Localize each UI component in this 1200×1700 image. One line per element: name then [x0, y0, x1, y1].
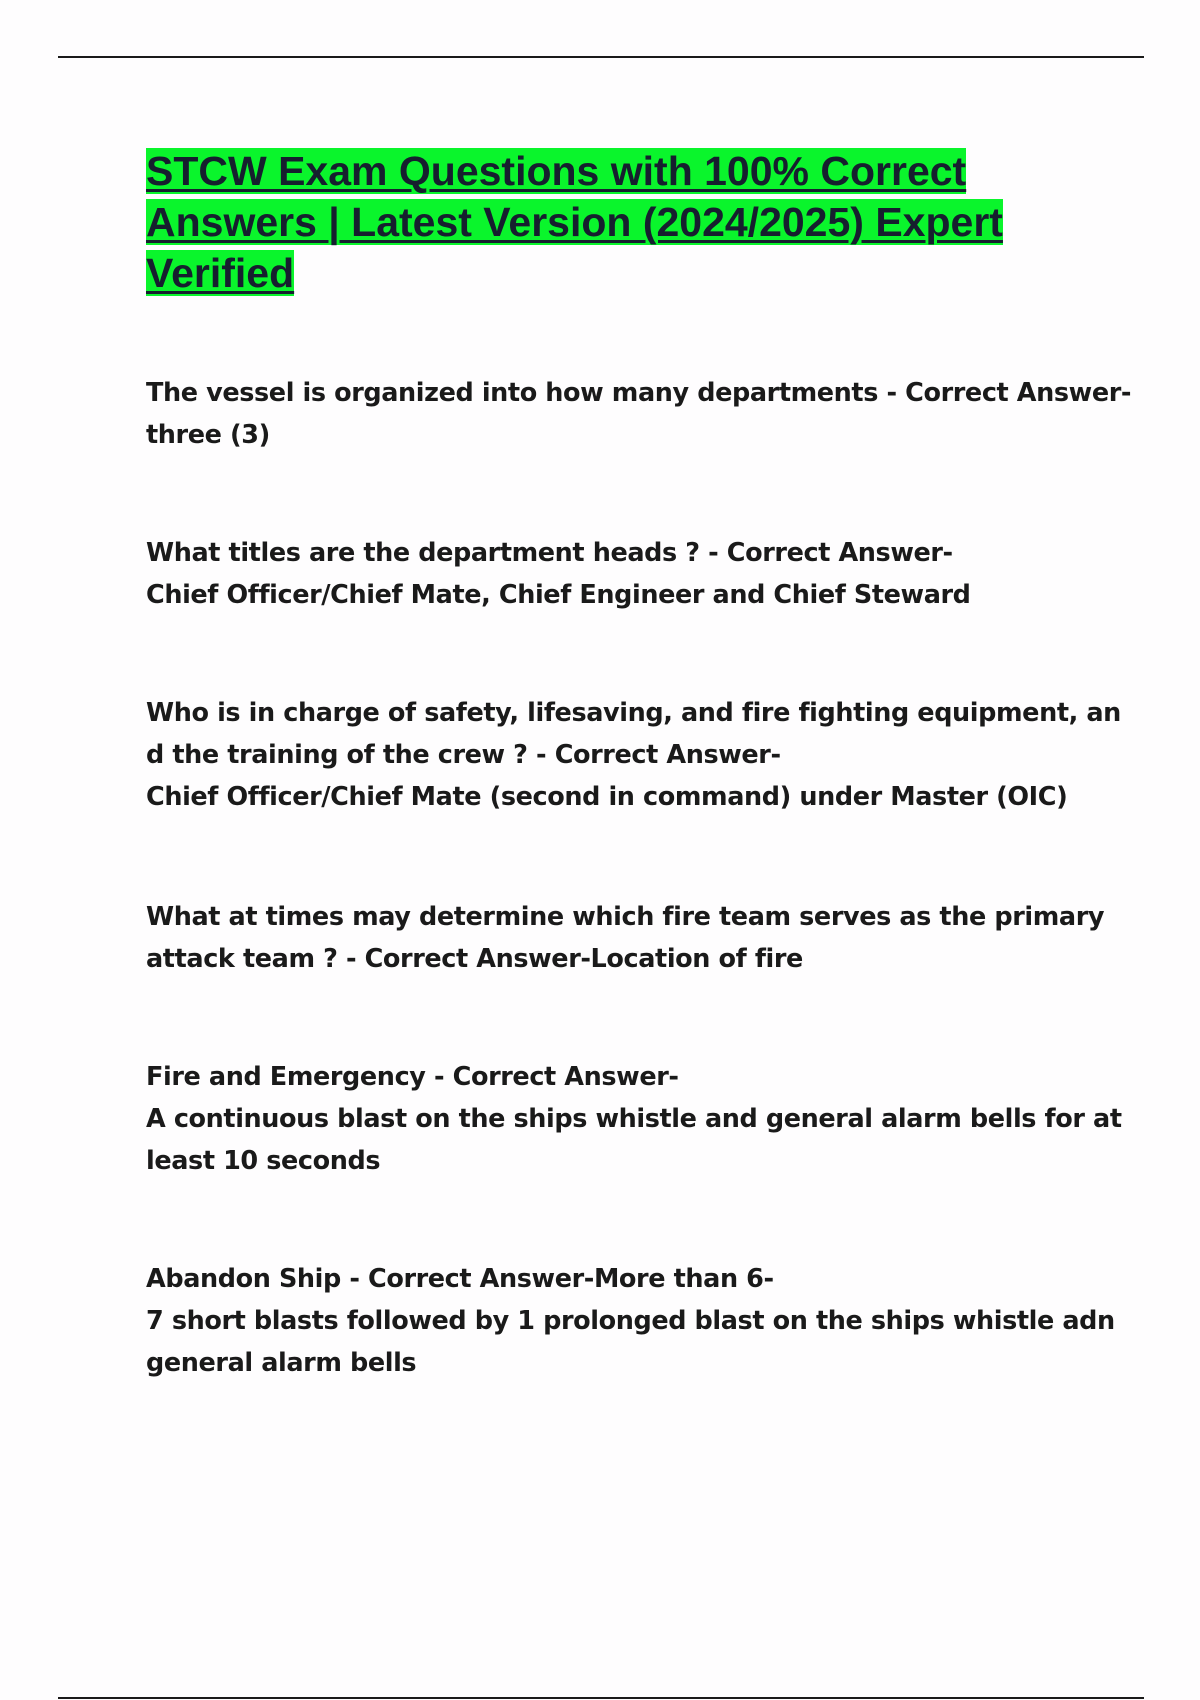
qa-line: three (3): [146, 420, 270, 450]
qa-line: d the training of the crew ? - Correct Answer-: [146, 740, 781, 770]
qa-line: Who is in charge of safety, lifesaving, and fire fighting equipment, an: [146, 698, 1121, 728]
qa-line: Chief Officer/Chief Mate (second in command) under Master (OIC): [146, 782, 1068, 812]
qa-item: [146, 1258, 1115, 1384]
qa-line: Fire and Emergency - Correct Answer-: [146, 1062, 679, 1092]
qa-line: general alarm bells: [146, 1348, 417, 1378]
header-rule: [58, 56, 1144, 58]
document-title: [146, 146, 1096, 299]
qa-line: The vessel is organized into how many departments - Correct Answer-: [146, 378, 1132, 408]
title-line: Answers | Latest Version (2024/2025) Expert: [146, 199, 1003, 245]
qa-item: [146, 372, 1132, 456]
qa-line: What titles are the department heads ? - Correct Answer-: [146, 538, 953, 568]
qa-line: attack team ? - Correct Answer-Location of fire: [146, 944, 803, 974]
qa-item: [146, 532, 1096, 616]
title-line: Verified: [146, 250, 295, 296]
qa-line: What at times may determine which fire team serves as the primary: [146, 902, 1105, 932]
qa-item: [146, 1056, 1122, 1182]
qa-item: [146, 896, 1105, 980]
qa-item: [146, 692, 1121, 818]
qa-line: 7 short blasts followed by 1 prolonged blast on the ships whistle adn: [146, 1306, 1115, 1336]
qa-line: Abandon Ship - Correct Answer-More than 6-: [146, 1264, 774, 1294]
footer-rule: [58, 1697, 1144, 1699]
qa-line: least 10 seconds: [146, 1146, 381, 1176]
title-line: STCW Exam Questions with 100% Correct: [146, 148, 967, 194]
qa-line: A continuous blast on the ships whistle and general alarm bells for at: [146, 1104, 1122, 1134]
qa-line: Chief Officer/Chief Mate, Chief Engineer and Chief Steward: [146, 580, 971, 610]
